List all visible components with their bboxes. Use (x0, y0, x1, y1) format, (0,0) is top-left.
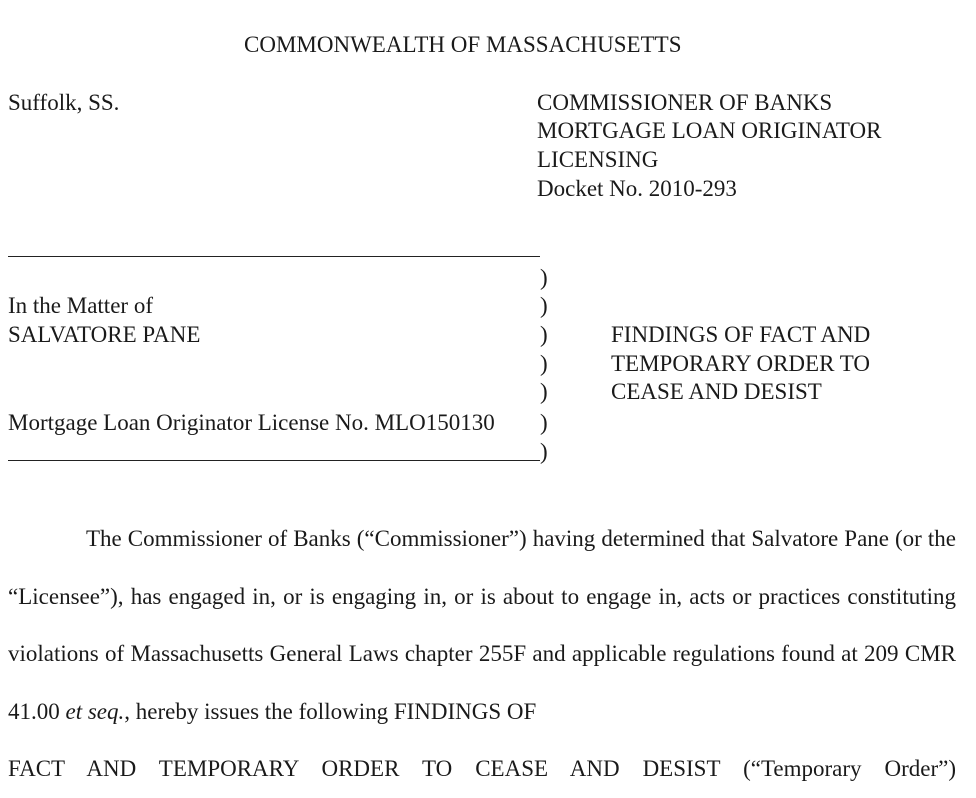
venue-label: Suffolk, SS. (8, 90, 120, 115)
body-text: The Commissioner of Banks (“Commissioner”) having determined that Salvatore Pane (or the “Licensee”), has engaged in, or is engaging in, or is about to engage in, acts or practices constituting violations of Massachusetts General Laws chapter 255F and applicable regulations found at 209 CMR 41.00 (8, 526, 956, 724)
document-title: COMMONWEALTH OF MASSACHUSETTS (244, 32, 682, 57)
body-text: , hereby issues the following FINDINGS OF (124, 698, 537, 724)
caption-top-rule (8, 256, 540, 257)
caption-paren: ) (540, 265, 548, 290)
caption-paren: ) (540, 351, 548, 376)
caption-paren: ) (540, 293, 548, 318)
caption-paren: ) (540, 410, 548, 435)
body-paragraph (8, 510, 956, 798)
agency-line-1: COMMISSIONER OF BANKS (537, 90, 833, 115)
caption-bottom-rule (8, 460, 540, 461)
order-title-line-1: FINDINGS OF FACT AND (611, 322, 871, 347)
order-title-line-2: TEMPORARY ORDER TO (611, 351, 871, 376)
agency-line-2: MORTGAGE LOAN ORIGINATOR (537, 118, 882, 143)
caption-paren: ) (540, 439, 548, 464)
respondent-name: SALVATORE PANE (8, 322, 201, 347)
order-title-line-3: CEASE AND DESIST (611, 379, 822, 404)
caption-paren: ) (540, 379, 548, 404)
body-text-last-line: FACT AND TEMPORARY ORDER TO CEASE AND DESIST (“Temporary Order”) (8, 756, 956, 781)
agency-line-3: LICENSING (537, 147, 659, 172)
license-line: Mortgage Loan Originator License No. MLO150130 (8, 410, 495, 435)
docket-number: Docket No. 2010-293 (537, 176, 737, 201)
matter-line: In the Matter of (8, 293, 153, 318)
caption-paren: ) (540, 322, 548, 347)
body-text-italic: et seq. (65, 698, 125, 724)
